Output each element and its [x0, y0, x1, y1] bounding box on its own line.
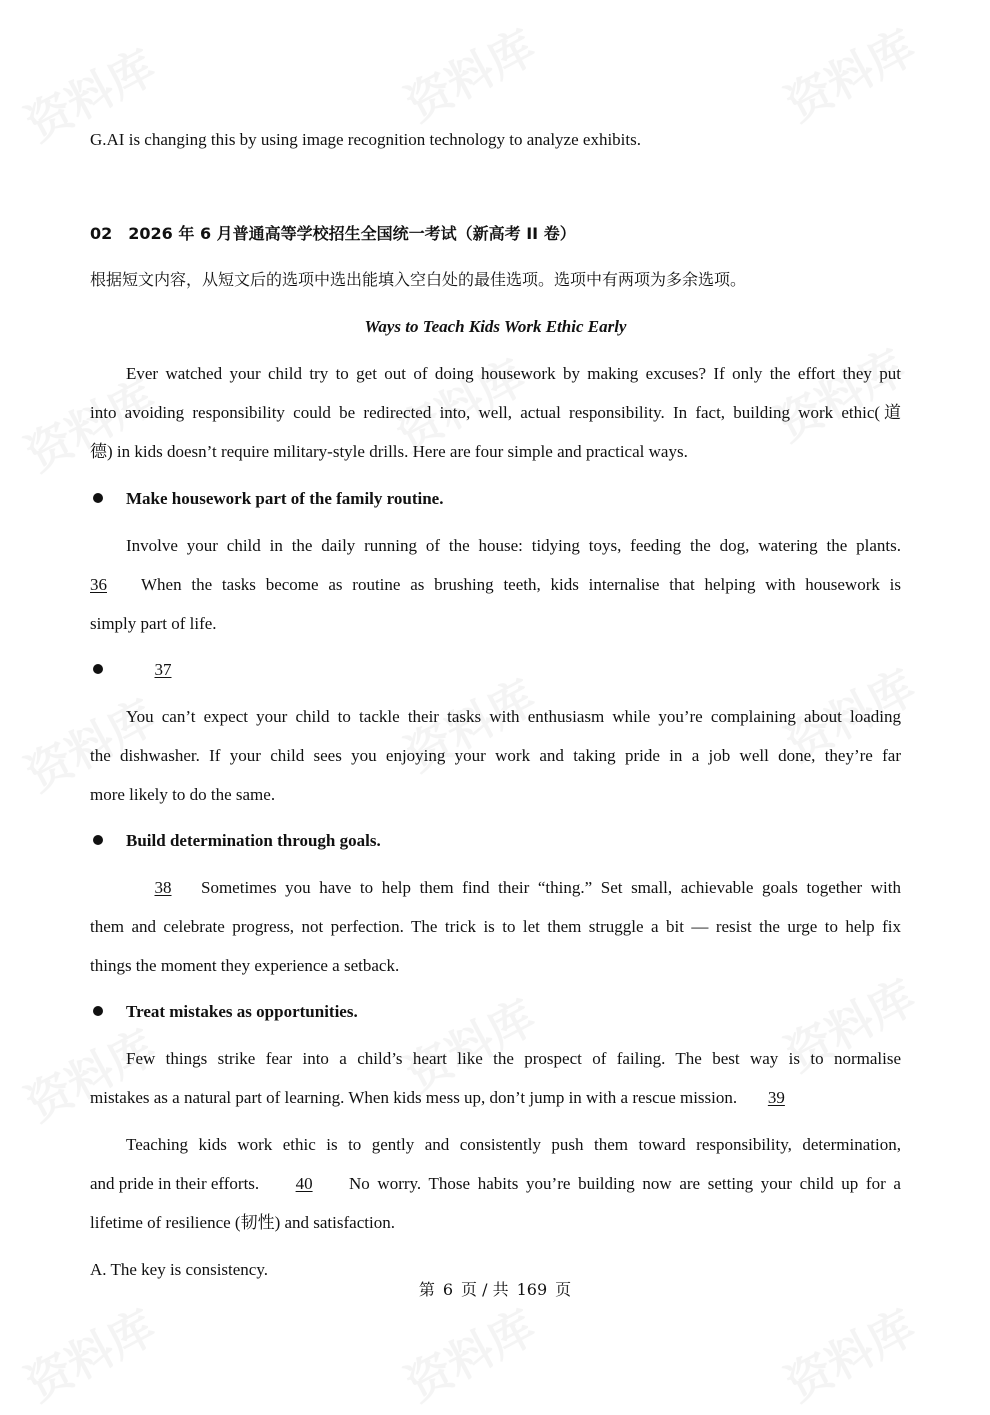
bullet-icon: [93, 835, 103, 845]
paragraph-line: into avoiding responsibility could be redirected into, well, actual responsibility. In fact, building work ethic(道: [90, 403, 901, 422]
footer-label: 页 / 共: [461, 1280, 509, 1299]
paragraph-line: more likely to do the same.: [90, 785, 276, 804]
paragraph-line: [90, 574, 901, 596]
bullet-heading: [135, 659, 191, 681]
paragraph-line: [135, 877, 901, 899]
blank-37[interactable]: 37: [154, 660, 172, 679]
paragraph-line: Ever watched your child try to get out of doing housework by making excuses? If only the effort they put: [126, 364, 901, 383]
bullet-heading: Make housework part of the family routine.: [126, 489, 444, 508]
bullet-icon: [93, 493, 103, 503]
page-total: 169: [516, 1280, 548, 1299]
bullet-heading: Build determination through goals.: [126, 831, 381, 850]
bullet-icon: [93, 1006, 103, 1016]
option-g: G.AI is changing this by using image recognition technology to analyze exhibits.: [90, 130, 641, 149]
footer-label: 页: [555, 1280, 572, 1299]
bullet-heading: Treat mistakes as opportunities.: [126, 1002, 358, 1021]
bullet-icon: [93, 664, 103, 674]
blank-38[interactable]: 38: [154, 878, 172, 897]
paragraph-line: Teaching kids work ethic is to gently and consistently push them toward responsibility, determination,: [126, 1135, 901, 1154]
watermark: [13, 1011, 166, 1134]
watermark: [393, 1291, 546, 1414]
watermark: [773, 11, 926, 134]
paragraph-line: 德) in kids doesn’t require military-style drills. Here are four simple and practical ways.: [90, 442, 688, 461]
page-footer: [0, 1279, 990, 1301]
watermark: [773, 1291, 926, 1414]
paragraph-text: and pride in their efforts.: [90, 1174, 260, 1193]
paragraph-text: Sometimes you have to help them find their “thing.” Set small, achievable goals together with: [201, 878, 901, 897]
section-header: 02 2026 年 6 月普通高等学校招生全国统一考试（新高考 II 卷）: [90, 224, 576, 243]
paragraph-text: No worry. Those habits you’re building now are setting your child up for a: [348, 1174, 901, 1193]
page-number: 6: [442, 1280, 454, 1299]
watermark: [13, 1291, 166, 1414]
paragraph-line: Involve your child in the daily running of the house: tidying toys, feeding the dog, watering the plants.: [126, 536, 901, 555]
paragraph-line: Few things strike fear into a child’s heart like the prospect of failing. The best way is to normalise: [126, 1049, 901, 1068]
paragraph-line: [90, 1087, 803, 1109]
paragraph-line: the dishwasher. If your child sees you enjoying your work and taking pride in a job well done, they’re far: [90, 746, 901, 765]
watermark: [763, 331, 916, 454]
paragraph-line: lifetime of resilience (韧性) and satisfaction.: [90, 1213, 395, 1232]
paragraph-line: [90, 1173, 901, 1195]
blank-39[interactable]: 39: [767, 1088, 785, 1107]
passage-title: Ways to Teach Kids Work Ethic Early: [364, 317, 627, 336]
watermark: [393, 11, 546, 134]
instruction: 根据短文内容，从短文后的选项中选出能填入空白处的最佳选项。选项中有两项为多余选项。: [90, 270, 747, 289]
paragraph-text: When the tasks become as routine as brushing teeth, kids internalise that helping with housework is: [141, 575, 901, 594]
paragraph-line: things the moment they experience a setback.: [90, 956, 400, 975]
blank-36[interactable]: 36: [90, 575, 107, 594]
paragraph-line: You can’t expect your child to tackle their tasks with enthusiasm while you’re complaining about loading: [126, 707, 901, 726]
option-a: A. The key is consistency.: [90, 1260, 268, 1279]
blank-40[interactable]: 40: [295, 1174, 313, 1193]
paragraph-text: mistakes as a natural part of learning. When kids mess up, don’t jump in with a rescue mission.: [90, 1088, 738, 1107]
paragraph-line: simply part of life.: [90, 614, 217, 633]
paragraph-line: them and celebrate progress, not perfection. The trick is to let them struggle a bit — resist the urge to help fix: [90, 917, 901, 936]
footer-label: 第: [418, 1280, 435, 1299]
